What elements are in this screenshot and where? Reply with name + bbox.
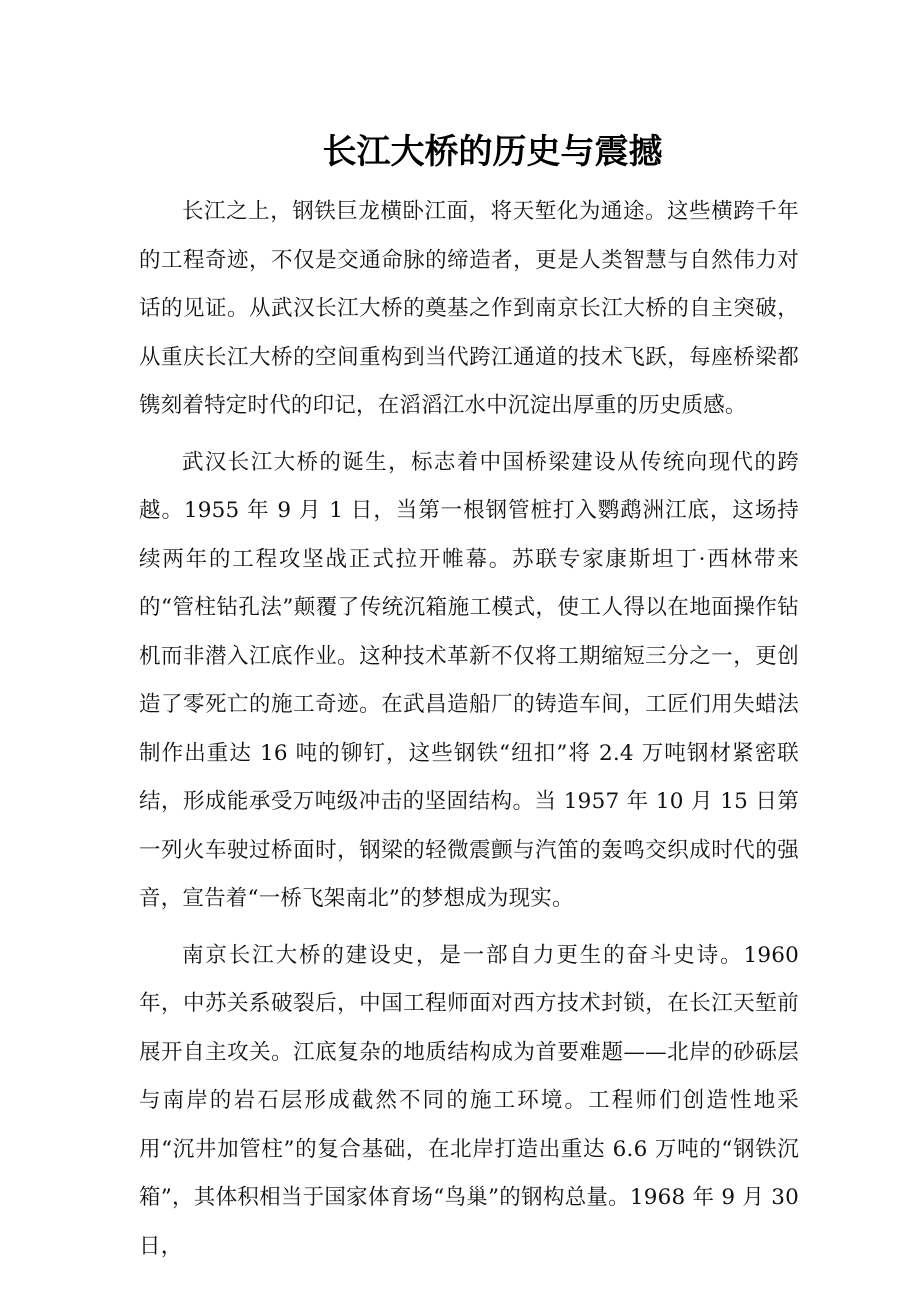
- paragraph: 武汉长江大桥的诞生，标志着中国桥梁建设从传统向现代的跨越。1955 年 9 月 1 日，当第一根钢管桩打入鹦鹉洲江底，这场持续两年的工程攻坚战正式拉开帷幕。苏联专家康斯坦丁·西林带来的“管柱钻孔法”颠覆了传统沉箱施工模式，使工人得以在地面操作钻机而非潜入江底作业。这种技术革新不仅将工期缩短三分之一，更创造了零死亡的施工奇迹。在武昌造船厂的铸造车间，工匠们用失蜡法制作出重达 16 吨的铆钉，这些钢铁“纽扣”将 2.4 万吨钢材紧密联结，形成能承受万吨级冲击的坚固结构。当 1957 年 10 月 15 日第一列火车驶过桥面时，钢梁的轻微震颤与汽笛的轰鸣交织成时代的强音，宣告着“一桥飞架南北”的梦想成为现实。: [139, 449, 799, 911]
- document-body: [139, 188, 799, 1279]
- document-title: 长江大桥的历史与震撼: [322, 132, 663, 172]
- paragraph: 南京长江大桥的建设史，是一部自力更生的奋斗史诗。1960 年，中苏关系破裂后，中国工程师面对西方技术封锁，在长江天堑前展开自主攻关。江底复杂的地质结构成为首要难题——北岸的砂砾层与南岸的岩石层形成截然不同的施工环境。工程师们创造性地采用“沉井加管柱”的复合基础，在北岸打造出重达 6.6 万吨的“钢铁沉箱”，其体积相当于国家体育场“鸟巢”的钢构总量。1968 年 9 月 30 日，: [139, 942, 799, 1259]
- paragraph: 长江之上，钢铁巨龙横卧江面，将天堑化为通途。这些横跨千年的工程奇迹，不仅是交通命脉的缔造者，更是人类智慧与自然伟力对话的见证。从武汉长江大桥的奠基之作到南京长江大桥的自主突破，从重庆长江大桥的空间重构到当代跨江通道的技术飞跃，每座桥梁都镌刻着特定时代的印记，在滔滔江水中沉淀出厚重的历史质感。: [139, 199, 799, 418]
